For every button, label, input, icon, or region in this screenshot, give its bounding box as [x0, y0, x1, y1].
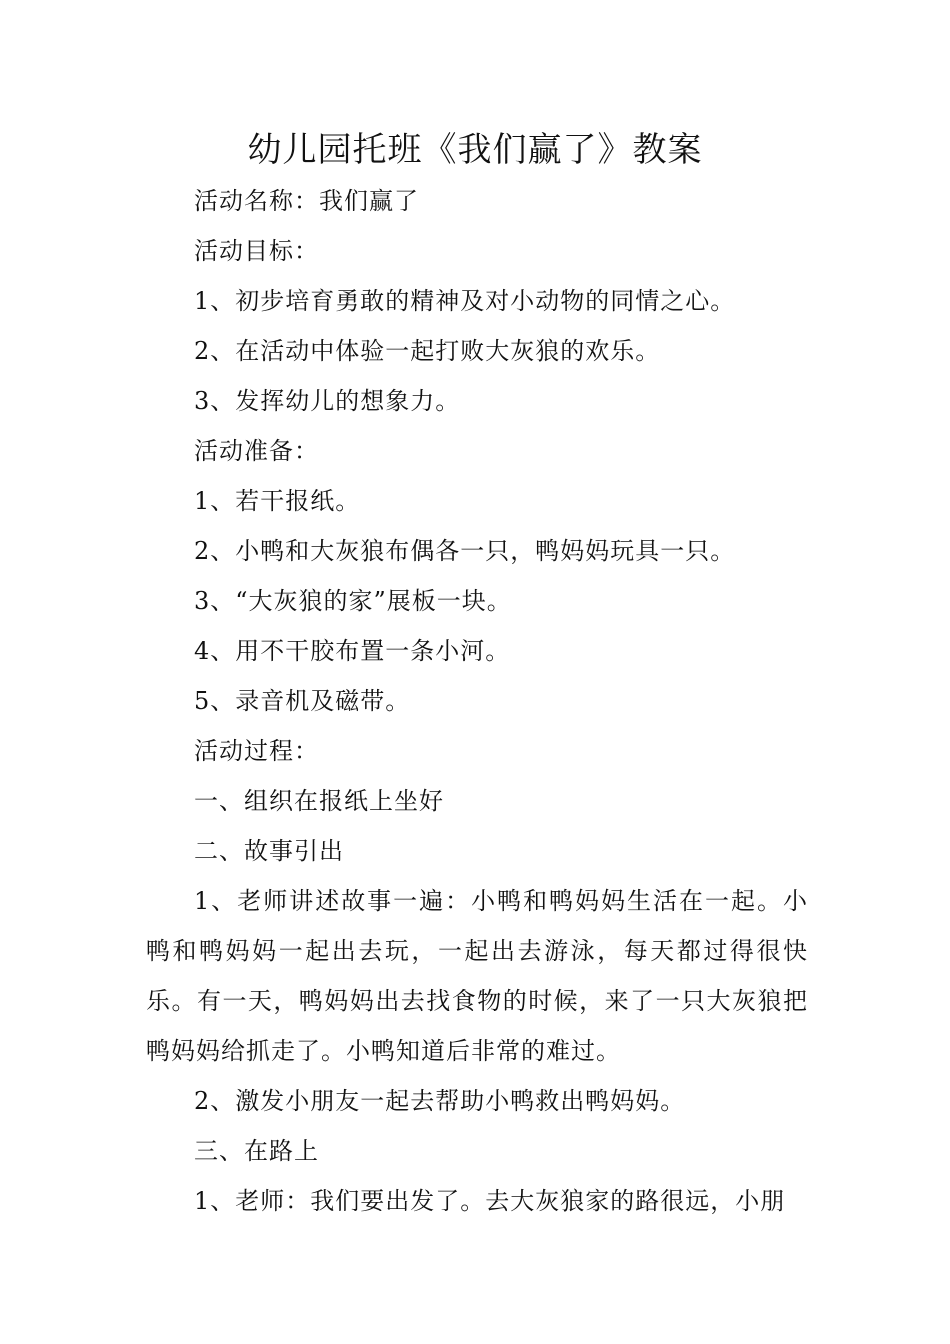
paragraph-encourage: 2、激发小朋友一起去帮助小鸭救出鸭妈妈。 — [194, 1087, 686, 1115]
paragraph-step-3: 三、在路上 — [194, 1137, 319, 1165]
document-body — [146, 176, 808, 1226]
paragraph-step-1: 一、组织在报纸上坐好 — [194, 787, 444, 815]
paragraph-activity-name: 活动名称：我们赢了 — [194, 187, 419, 215]
paragraph-prep-5: 5、录音机及磁带。 — [194, 687, 411, 715]
paragraph-prep-3: 3、“大灰狼的家”展板一块。 — [194, 587, 512, 615]
paragraph-prep-4: 4、用不干胶布置一条小河。 — [194, 637, 511, 665]
paragraph-goal-3: 3、发挥幼儿的想象力。 — [194, 387, 461, 415]
document-title: 幼儿园托班《我们赢了》教案 — [247, 130, 703, 170]
paragraph-prep-1: 1、若干报纸。 — [194, 487, 361, 515]
paragraph-goals-heading: 活动目标： — [194, 237, 319, 265]
paragraph-story: 1、老师讲述故事一遍：小鸭和鸭妈妈生活在一起。小鸭和鸭妈妈一起出去玩，一起出去游泳，每天都过得很快乐。有一天，鸭妈妈出去找食物的时候，来了一只大灰狼把鸭妈妈给抓走了。小鸭知道后非常的难过。 — [146, 887, 808, 1065]
paragraph-prep-2: 2、小鸭和大灰狼布偶各一只，鸭妈妈玩具一只。 — [194, 537, 736, 565]
paragraph-goal-2: 2、在活动中体验一起打败大灰狼的欢乐。 — [194, 337, 661, 365]
paragraph-step-2: 二、故事引出 — [194, 837, 344, 865]
paragraph-process-heading: 活动过程： — [194, 737, 319, 765]
paragraph-preparation-heading: 活动准备： — [194, 437, 319, 465]
paragraph-goal-1: 1、初步培育勇敢的精神及对小动物的同情之心。 — [194, 287, 736, 315]
paragraph-teacher: 1、老师：我们要出发了。去大灰狼家的路很远，小朋 — [194, 1187, 786, 1215]
